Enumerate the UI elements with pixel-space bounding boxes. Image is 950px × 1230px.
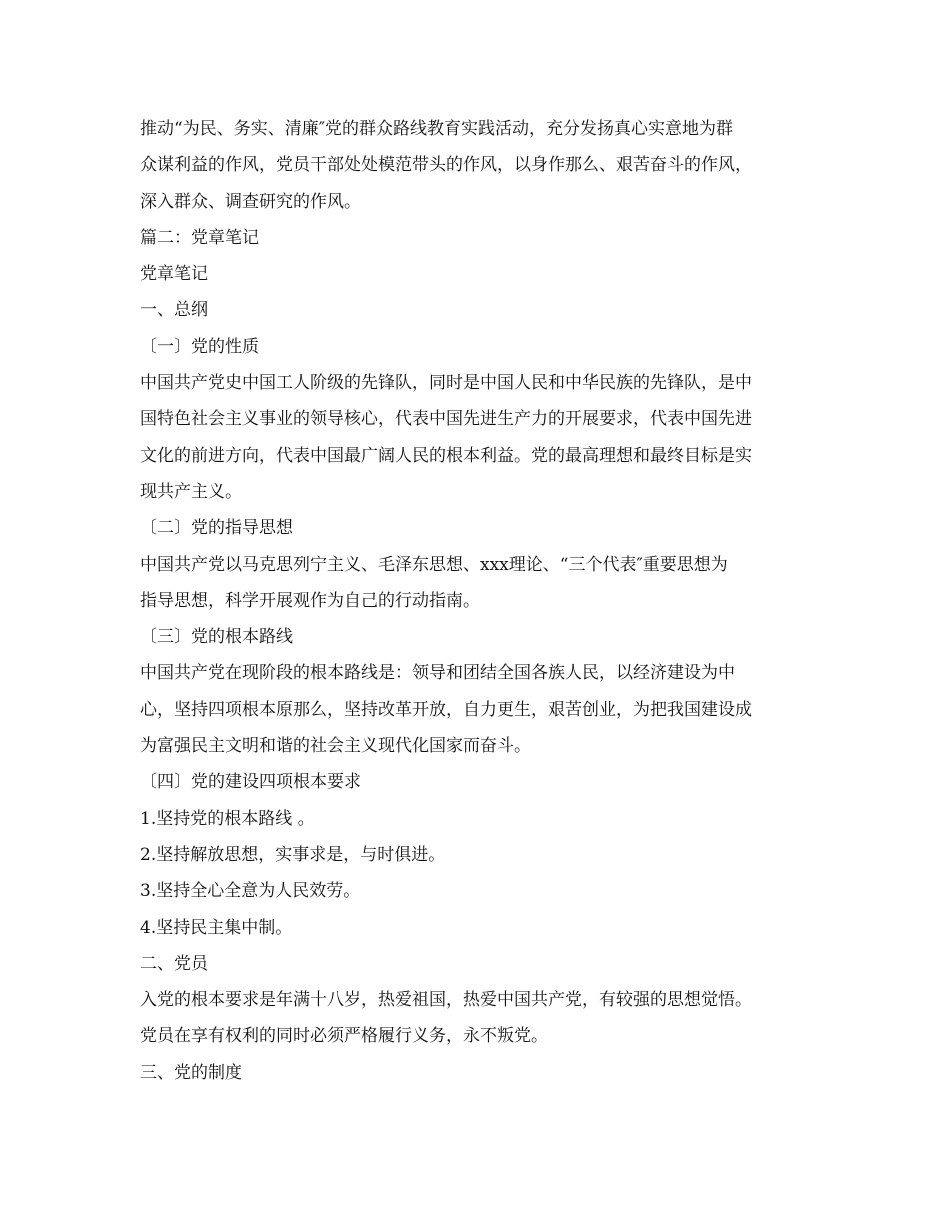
heading-party-members: 二、党员 [140,953,208,974]
paragraph-line: 中国共产党在现阶段的根本路线是：领导和团结全国各族人民，以经济建设为中 [140,663,735,684]
list-item: 2.坚持解放思想，实事求是，与时俱进。 [140,844,446,865]
list-item: 1.坚持党的根本路线 。 [140,808,315,829]
paragraph-line: 推动“为民、务实、清廉″党的群众路线教育实践活动，充分发扬真心实意地为群 [140,119,734,139]
paragraph-line: 入党的根本要求是年满十八岁，热爱祖国，热爱中国共产党，有较强的思想觉悟。 [140,990,752,1011]
list-item: 3.坚持全心全意为人民效劳。 [140,881,361,902]
document-page [140,111,820,1091]
heading-party-system: 三、党的制度 [140,1062,242,1083]
paragraph-line: 中国共产党史中国工人阶级的先锋队，同时是中国人民和中华民族的先锋队，是中 [140,373,752,394]
subheading-four-requirements: 〔四〕党的建设四项根本要求 [140,772,361,793]
subheading-guiding-thought: 〔二〕党的指导思想 [140,518,293,539]
paragraph-line: 为富强民主文明和谐的社会主义现代化国家而奋斗。 [140,736,531,757]
subheading-party-nature: 〔一〕党的性质 [140,336,259,357]
subheading-basic-line: 〔三〕党的根本路线 [140,627,293,648]
document-title: 党章笔记 [140,264,208,285]
paragraph-line: 文化的前进方向，代表中国最广阔人民的根本利益。党的最高理想和最终目标是实 [140,445,752,466]
paragraph-line: 众谋利益的作风，党员干部处处模范带头的作风，以身作那么、艰苦奋斗的作风， [140,155,752,176]
paragraph-line: 国特色社会主义事业的领导核心，代表中国先进生产力的开展要求，代表中国先进 [140,409,752,430]
paragraph-line: 党员在享有权利的同时必须严格履行义务，永不叛党。 [140,1026,548,1047]
paragraph-line: 心，坚持四项根本原那么，坚持改革开放，自力更生，艰苦创业，为把我国建设成 [140,699,752,720]
list-item: 4.坚持民主集中制。 [140,917,293,938]
section-title: 篇二：党章笔记 [140,227,259,248]
paragraph-line: 中国共产党以马克思列宁主义、毛泽东思想、xxx理论、“三个代表″重要思想为 [140,554,728,575]
paragraph-line: 指导思想，科学开展观作为自己的行动指南。 [140,590,480,611]
paragraph-line: 深入群众、调查研究的作风。 [140,191,361,212]
heading-general-outline: 一、总纲 [140,300,208,321]
paragraph-line: 现共产主义。 [140,481,242,502]
